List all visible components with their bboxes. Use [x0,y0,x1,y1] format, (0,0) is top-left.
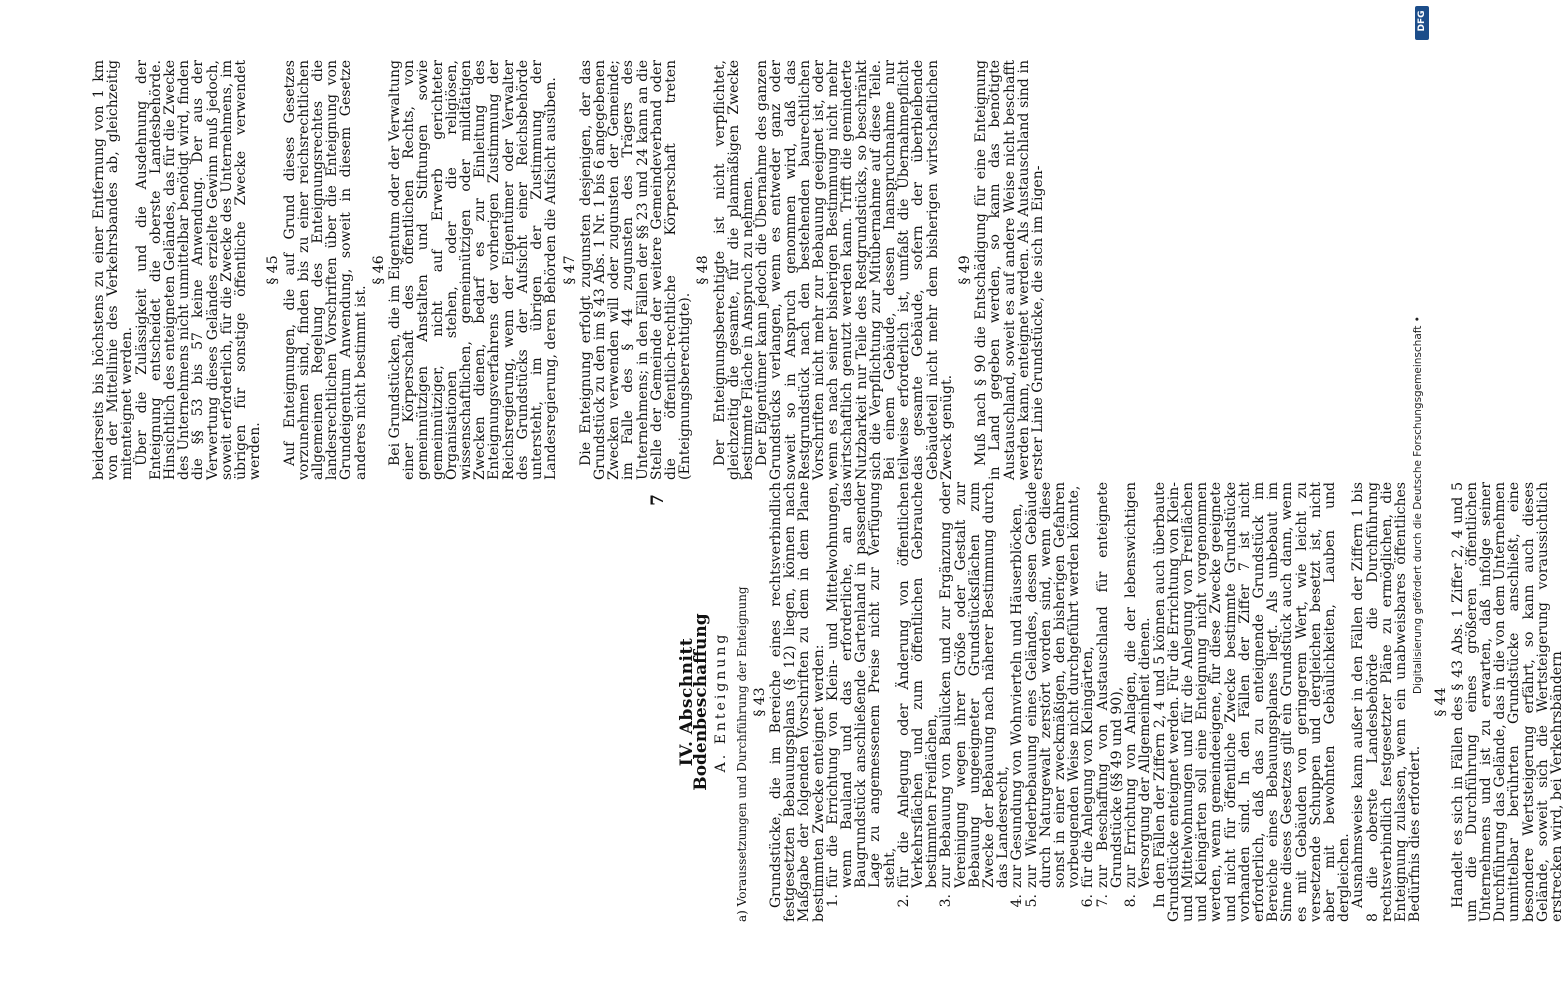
paragraph-44-continued-2: Über die Zulässigkeit und die Ausdehnung der Enteignung entscheidet die oberste Landesbehörde. Hinsichtlich des enteigneten Geländes, das für die Zwecke des Unternehmens nicht unmittelbar benötigt wird, finden die §§ 53 bis 57 keine Anwendung. Der aus der Verwertung dieses Geländes erzielte Gewinn muß jedoch, soweit erforderlich, für die Zwecke des Unternehmens, im übrigen für sonstige öffentliche Zwecke verwendet werden. [133,60,264,480]
paragraph-47-text: Die Enteignung erfolgt zugunsten desjenigen, der das Grundstück zu den im § 43 Abs. 1 Nr. 1 bis 6 angegebenen Zwecken verwenden will oder zugunsten der Gemeinde; im Falle des § 44 zugunsten des Trägers des Unternehmens; in den Fällen der §§ 23 und 24 kann an die Stelle der Gemeinde der weitere Gemeindeverband oder die öffentlich-rechtliche Körperschaft treten (Enteignungsberechtigte). [577,60,694,480]
paragraph-number-47: § 47 [561,255,578,285]
item-number: 6. [1080,894,1097,908]
list-item [939,482,1010,922]
item-text: für die Anlegung von Kleingärten, [1080,646,1097,888]
dfg-badge-text: DFG [1417,10,1427,32]
list-item [826,482,897,922]
list-item [1081,482,1095,922]
item-text: zur Wiederbebauung eines Geländes, dessen Gebäude durch Naturgewalt zerstört worden sind, wenn diese sonst in einer zweckmäßigen, den bisherigen Gefahren vorbeugenden Weise nicht durchgeführt werden könnte, [1023,482,1083,888]
paragraph-48-text-2: Der Eigentümer kann jedoch die Übernahme des ganzen Grundstücks verlangen, wenn es entweder ganz oder soweit so in Anspruch genommen wird, daß das Restgrundstück nach den bestehenden baurechtlichen Vorschriften nicht mehr zur Bebauung geeignet ist, oder wenn es nach seiner bisherigen Bestimmung nicht mehr wirtschaftlich genutzt werden kann. Trifft die geminderte Nutzbarkeit nur Teile des Restgrundstücks, so beschränkt sich die Verpflichtung zur Mitübernahme auf diese Teile. Bei einem Gebäude, dessen Inanspruchnahme nur teilweise erforderlich ist, umfaßt die Übernahmepflicht das gesamte Gebäude, sofern der überbleibende Gebäudeteil nicht mehr dem bisherigen wirtschaftlichen Zweck genügt. [754,60,955,480]
paragraph-43-intro: Grundstücke, die im Bereiche eines rechtsverbindlich festgesetzten Bebauungsplans (§ 12) liegen, können nach Maßgabe der folgenden Vorschriften zu dem in dem Plane bestimmten Zwecke enteignet werden: [768,482,827,922]
list-item [1096,482,1124,922]
paragraph-number-45: § 45 [265,255,282,285]
digitization-sidebar [1412,0,1434,1000]
item-number: 1. [824,894,841,908]
paragraph-number-43: § 43 [751,687,768,717]
paragraph-45-text: Auf Enteignungen, die auf Grund dieses Gesetzes vorzunehmen sind, finden bis zu einer reichsrechtlichen allgemeinen Regelung des Enteignungsrechtes die landesrechtlichen Vorschriften über die Enteignung von Grundeigentum Anwendung, soweit in diesem Gesetze anderes nicht bestimmt ist. [281,60,369,480]
item-text: zur Errichtung von Anlagen, die der lebenswichtigen Versorgung der Allgemeinheit dienen. [1123,482,1154,888]
item-text: zur Gesundung von Wohnvierteln und Häuserblöcken, [1009,503,1026,888]
dfg-logo [1415,6,1429,40]
item-number: 5. [1023,894,1040,908]
list-item [1010,482,1024,922]
paragraph-44-continued: beiderseits bis höchstens zu einer Entfernung von 1 km von der Mittellinie des Verkehrsbandes ab, gleichzeitig mitenteignet werden. [91,60,136,480]
page-number: 7 [648,494,668,506]
item-text: zur Bebauung von Baulücken und zur Ergänzung oder Vereinigung wegen ihrer Größe oder Gestalt zur Bebauung ungeeigneter Grundstücksflächen zum Zwecke der Bebauung nach näherer Bestimmung durch das Landesrecht, [938,482,1012,888]
paragraph-48-text-1: Der Enteignungsberechtigte ist nicht verpflichtet, gleichzeitig die gesamte, für die planmäßigen Zwecke bestimmte Fläche in Anspruch zu nehmen. [711,60,756,480]
item-text: zur Beschaffung von Austauschland für enteignete Grundstücke (§§ 49 und 90), [1094,482,1125,888]
item-text: für die Anlegung oder Änderung von öffentlichen Verkehrsflächen und zum öffentlichen Gebrauche bestimmten Freiflächen, [895,482,941,888]
item-list [826,482,1153,922]
section-subtitle: Bodenbeschaffung [691,613,712,791]
paragraph-46-text: Bei Grundstücken, die im Eigentum oder der Verwaltung einer Körperschaft des öffentlichen Rechts, von gemeinnützigen Anstalten und Stiftungen sowie gemeinnütziger, nicht auf Erwerb gerichteter Organisationen stehen, oder die religiösen, wissenschaftlichen, gemeinnützigen oder mildtätigen Zwecken dienen, bedarf es zur Einleitung des Enteignungsverfahrens der vorherigen Zustimmung der Reichsregierung, wenn der Eigentümer oder Verwalter des Grundstücks der Aufsicht einer Reichsbehörde untersteht, im übrigen der Zustimmung der Landesregierung, deren Behörden die Aufsicht ausüben. [387,60,560,480]
list-item [1025,482,1082,922]
paragraph-44-text: Handelt es sich in Fällen des § 43 Abs. 1 Ziffer 2, 4 und 5 um die Durchführung eines größeren öffentlichen Unternehmens und ist zu erwarten, daß infolge seiner Durchführung das Gelände, das in die von dem Unternehmen unmittelbar berührten Grundstücke anschließt, eine besondere Wertsteigerung erfährt, so kann auch dieses Gelände, soweit sich die Wertsteigerung voraussichtlich erstrecken wird, bei Verkehrsbändern [1449,482,1565,922]
paragraph-number-46: § 46 [370,255,387,285]
item-number: 2. [895,894,912,908]
paragraph-49-text: Muß nach § 90 die Entschädigung für eine Enteignung in Land gegeben werden, so kann das benötigte Austauschland, soweit es auf andere Weise nicht beschafft werden kann, enteignet werden. Als Austauschland sind in erster Linie Grundstücke, die sich im Eigen- [973,60,1046,480]
item-number: 4. [1009,894,1026,908]
paragraph-number-48: § 48 [695,255,712,285]
list-item [1124,482,1152,922]
paragraph-43-continuation: In den Fällen der Ziffern 2, 4 und 5 können auch überbaute Grundstücke enteignet werden. Für die Errichtung von Klein- und Mittelwohnungen und für die Anlegung von Freiflächen und Kleingärten soll eine Enteignung nicht vorgenommen werden, wenn gemeindeeigene, für diese Zwecke geeignete und nicht für öffentliche Zwecke bestimmte Grundstücke vorhanden sind. In den Fällen der Ziffer 7 ist nicht erforderlich, daß das zu enteignende Grundstück im Bereiche eines Bebauungsplanes liegt. Als unbebaut im Sinne dieses Gesetzes gilt ein Grundstück auch dann, wenn es mit Gebäuden von geringerem Wert, wie leicht zu versetzende Schuppen und dergleichen besetzt ist, nicht aber mit bewohnten Gebäulichkeiten, Lauben und dergleichen. [1151,482,1353,922]
item-number: 7. [1094,894,1111,908]
digitization-credit: Digitalisierung gefördert durch die Deutsche Forschungsgemeinschaft • [1412,316,1424,694]
list-item [897,482,940,922]
part-heading: A. Enteignung [713,631,730,773]
paragraph-number-44: § 44 [1433,687,1450,717]
item-text: für die Errichtung von Klein- und Mittelwohnungen, wenn Bauland und das erforderliche, an das Baugrundstück anschließende Gartenland in passender Lage zu angemessenem Preise nicht zur Verfügung steht, [824,482,898,888]
sub-heading: a) Voraussetzungen und Durchführung der Enteignung [734,586,749,922]
paragraph-number-49: § 49 [956,255,973,285]
item-number: 8. [1123,894,1140,908]
paragraph-43-exception: Ausnahmsweise kann außer in den Fällen der Ziffern 1 bis 8 die oberste Landesbehörde die Durchführung rechtsverbindlich festgesetzter Pläne zu ermöglichen, die Enteignung zulassen, wenn ein unabweisbares öffentliches Bedürfnis dies erfordert. [1350,482,1424,922]
section-title: IV. Abschnitt [677,637,697,767]
right-column [91,60,1046,480]
item-number: 3. [938,894,955,908]
